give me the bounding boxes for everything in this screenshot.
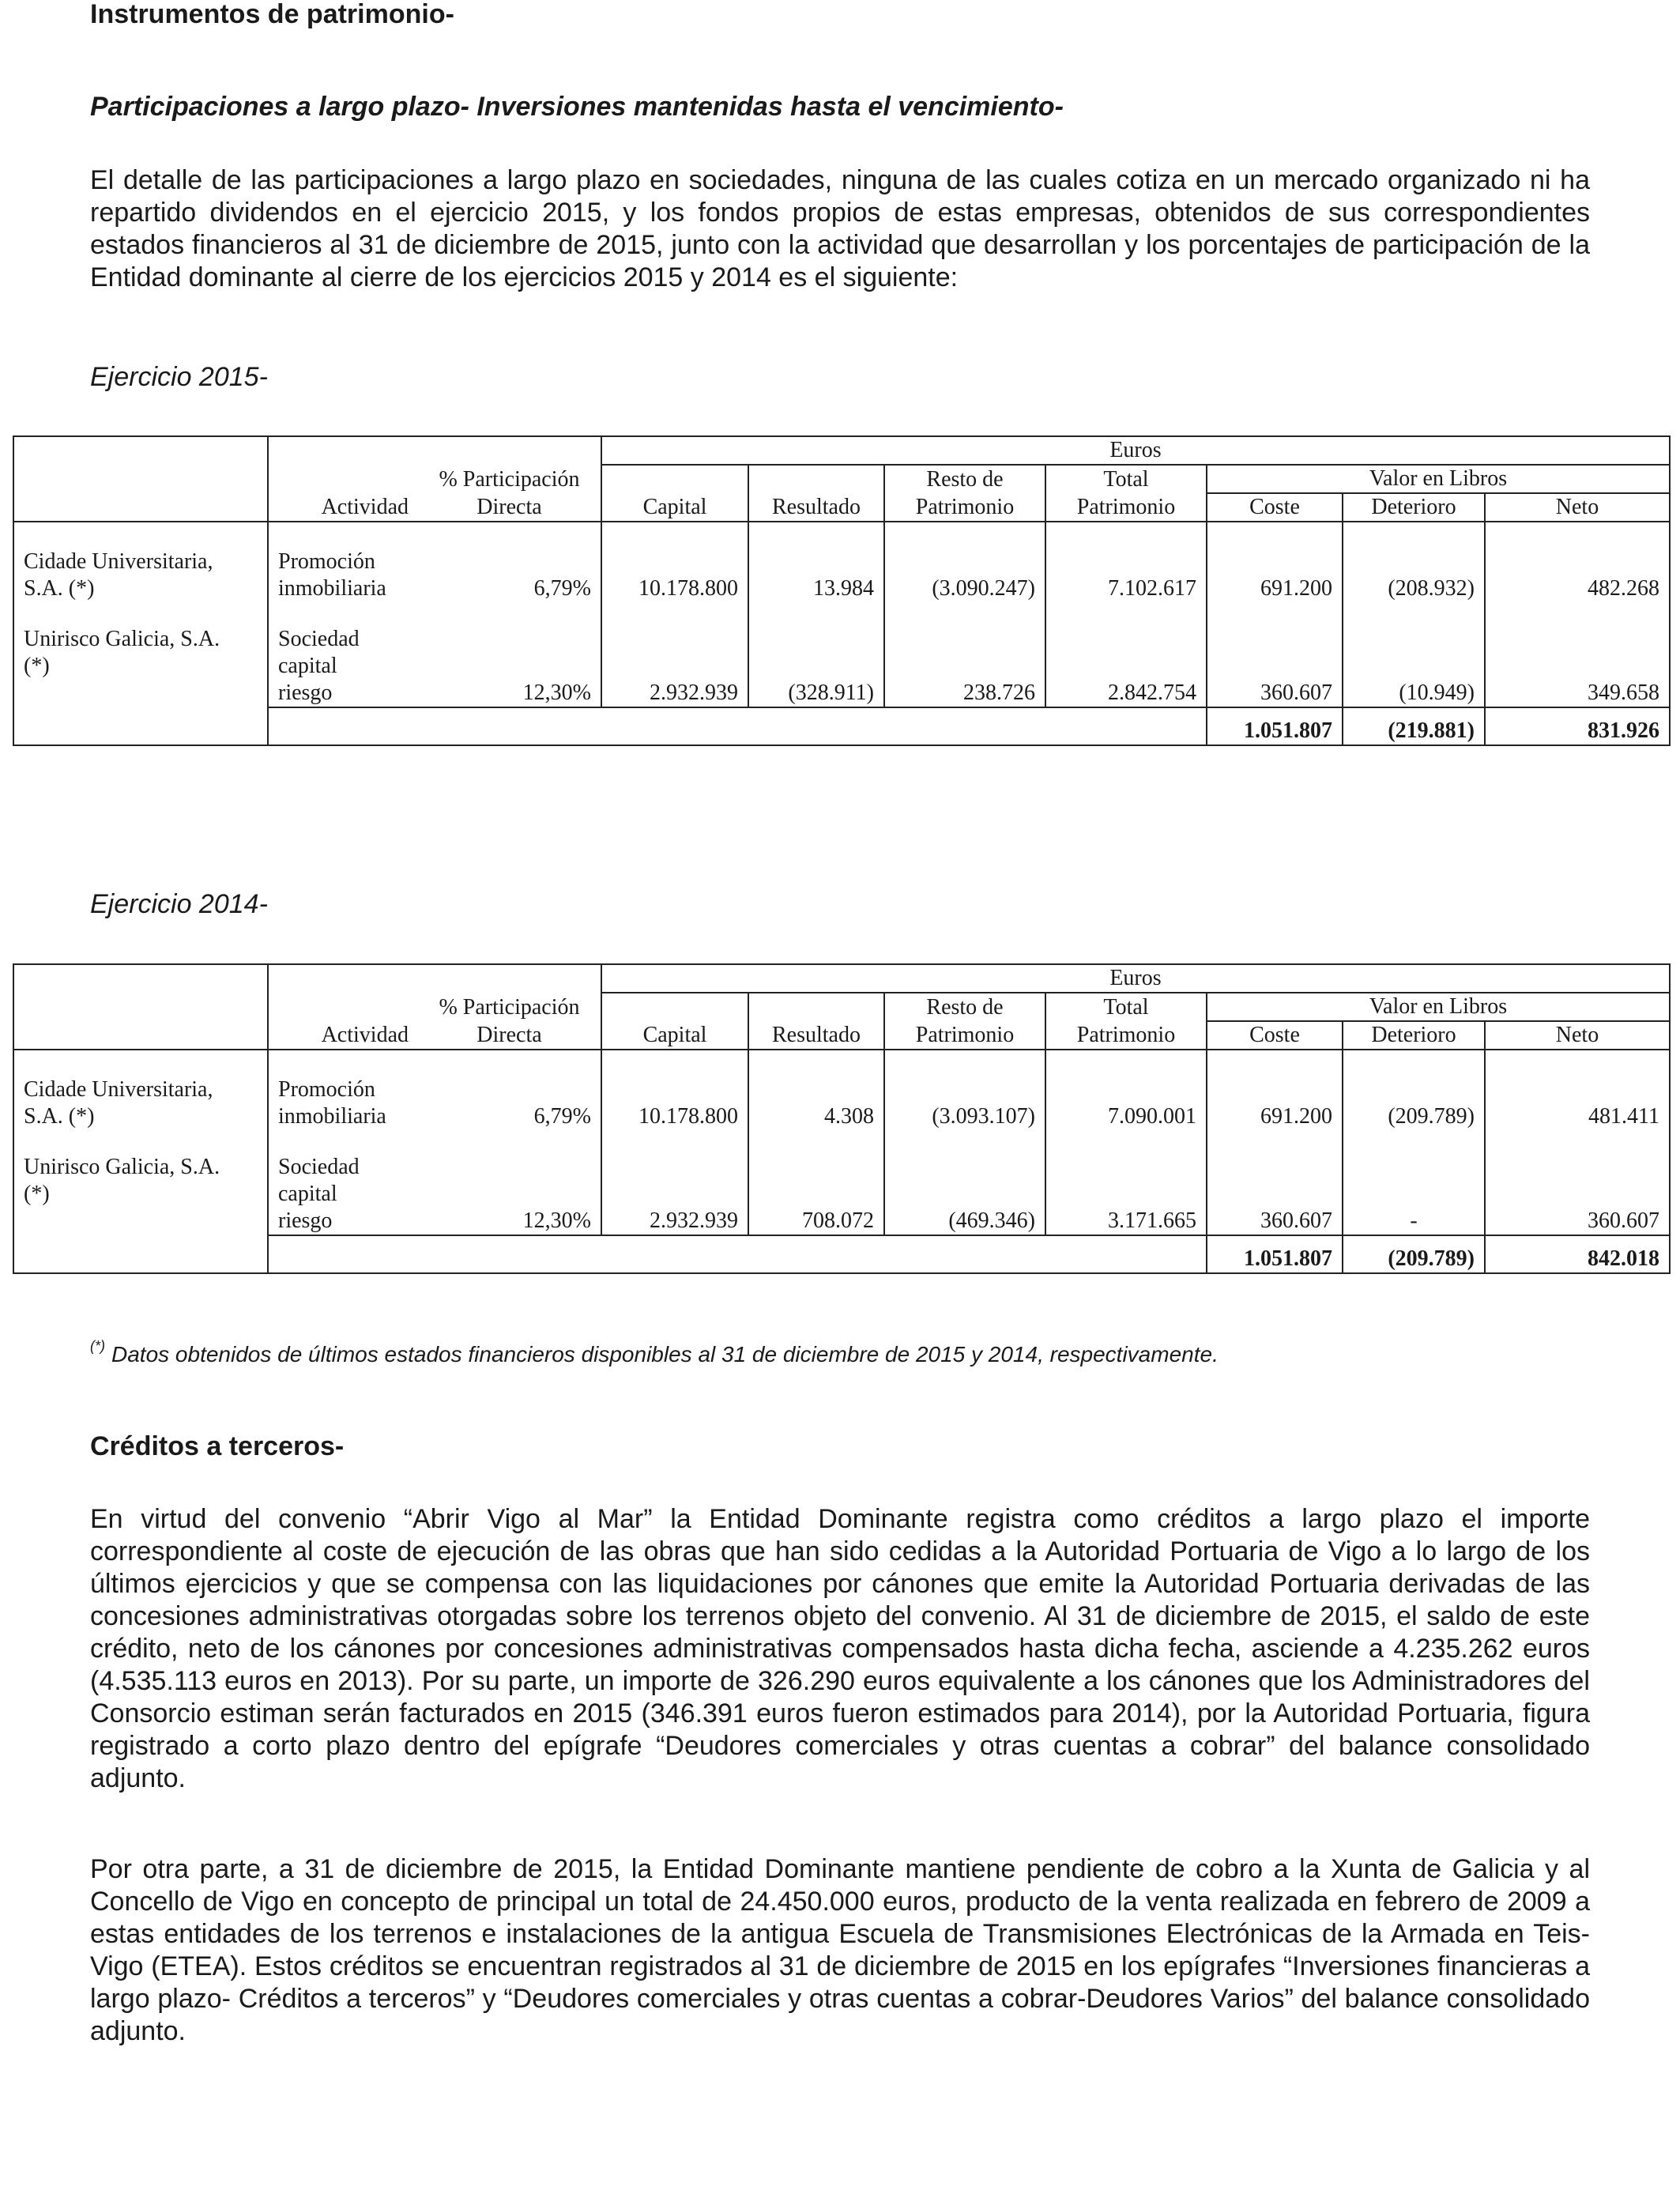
- total-neto: 831.926: [1485, 707, 1670, 745]
- resultado-header: Resultado: [748, 493, 884, 522]
- actividad-header: Actividad: [268, 493, 418, 522]
- euros-header: Euros: [601, 964, 1670, 993]
- footnote: [90, 1338, 1219, 1367]
- creditos-paragraph-1: En virtud del convenio “Abrir Vigo al Mar” la Entidad Dominante registra como créditos a largo plazo el importe correspondiente al coste de ejecución de las obras que han sido cedidas a la Autoridad Portuaria de Vigo a lo largo de los últimos ejercicios y que se compensa con las liquidaciones por cánones que emite la Autoridad Portuaria derivadas de las concesiones administrativas otorgadas sobre los terrenos objeto del convenio. Al 31 de diciembre de 2015, el saldo de este crédito, neto de los cánones por concesiones administrativas compensados hasta dicha fecha, asciende a 4.235.262 euros (4.535.113 euros en 2013). Por su parte, un importe de 326.290 euros equivalente a los cánones que los Administradores del Consorcio estiman serán facturados en 2015 (346.391 euros fueron estimados para 2014), por la Autoridad Portuaria, figura registrado a corto plazo dentro del epígrafe “Deudores comerciales y otras cuentas a cobrar” del balance consolidado adjunto.: [90, 1504, 1590, 1793]
- section-subtitle-participaciones: Participaciones a largo plazo- Inversiones mantenidas hasta el vencimiento-: [90, 92, 1064, 122]
- coste-header: Coste: [1207, 493, 1343, 522]
- table-header-row: [13, 964, 1670, 993]
- totals-row: [13, 707, 1670, 745]
- total-neto: 842.018: [1485, 1235, 1670, 1273]
- participacion-header: % Participación: [439, 467, 580, 492]
- capital-header: Capital: [601, 493, 748, 522]
- participacion-header: % Participación: [439, 995, 580, 1020]
- coste-header: Coste: [1207, 1021, 1343, 1050]
- section-title-instrumentos: Instrumentos de patrimonio-: [90, 0, 454, 29]
- table-row: Cidade Universitaria, S.A. (*) Promoción inmobiliaria 6,79% 10.178.800 4.308 (3.093.107) 7.090.001 691.200 (209.789) 481.411: [13, 1076, 1670, 1130]
- total-header: Total: [1045, 465, 1207, 493]
- intro-paragraph: El detalle de las participaciones a largo plazo en sociedades, ninguna de las cuales cotiza en un mercado organizado ni ha repartido dividendos en el ejercicio 2015, y los fondos propios de estas empresas, obtenidos de sus correspondientes estados financieros al 31 de diciembre de 2015, junto con la actividad que desarrollan y los porcentajes de participación de la Entidad dominante al cierre de los ejercicios 2015 y 2014 es el siguiente:: [90, 165, 1590, 292]
- total-deterioro: (219.881): [1343, 707, 1485, 745]
- deterioro-header: Deterioro: [1343, 493, 1485, 522]
- table-2015: Euros % Participación Resto de Total Valor en Libros Actividad Directa Capital Resultado Patrimonio Patrimonio Coste Deterioro Neto Cidade Universitaria, S.A. (*) Promoción inmobiliaria 6,79% 10.178.800 13.984 (3.090.247) 7.102.617 691.200 (208.932) 482.268 Unirisco Galicia, S.A. (*) Sociedad capital riesgo 12,30% 2.932.939 (328.911) 238.726 2.842.754 360.607 (10.949) 349.658 1.051.807 (219.881) 831.926: [13, 435, 1671, 746]
- valor-libros-header: Valor en Libros: [1207, 993, 1670, 1021]
- total-header: Total: [1045, 993, 1207, 1021]
- valor-libros-header: Valor en Libros: [1207, 465, 1670, 493]
- total-coste: 1.051.807: [1207, 707, 1343, 745]
- total-coste: 1.051.807: [1207, 1235, 1343, 1273]
- totals-row: [13, 1235, 1670, 1273]
- footnote-mark: (*): [90, 1338, 105, 1354]
- creditos-paragraph-2: Por otra parte, a 31 de diciembre de 2015, la Entidad Dominante mantiene pendiente de cobro a la Xunta de Galicia y al Concello de Vigo en concepto de principal un total de 24.450.000 euros, producto de la venta realizada en febrero de 2009 a estas entidades de los terrenos e instalaciones de la antigua Escuela de Transmisiones Electrónicas de la Armada en Teis-Vigo (ETEA). Estos créditos se encuentran registrados al 31 de diciembre de 2015 en los epígrafes “Inversiones financieras a largo plazo- Créditos a terceros” y “Deudores comerciales y otras cuentas a cobrar-Deudores Varios” del balance consolidado adjunto.: [90, 1854, 1590, 2046]
- neto-header: Neto: [1485, 493, 1670, 522]
- heading-ejercicio-2015: Ejercicio 2015-: [90, 362, 268, 392]
- total-deterioro: (209.789): [1343, 1235, 1485, 1273]
- footnote-text: Datos obtenidos de últimos estados financieros disponibles al 31 de diciembre de 2015 y 2014, respectivamente.: [111, 1342, 1219, 1367]
- euros-header: Euros: [601, 436, 1670, 465]
- resto-header: Resto de: [884, 993, 1045, 1021]
- deterioro-header: Deterioro: [1343, 1021, 1485, 1050]
- section-title-creditos: Créditos a terceros-: [90, 1431, 345, 1461]
- table-row: Cidade Universitaria, S.A. (*) Promoción inmobiliaria 6,79% 10.178.800 13.984 (3.090.247) 7.102.617 691.200 (208.932) 482.268: [13, 548, 1670, 602]
- capital-header: Capital: [601, 1021, 748, 1050]
- table-2014: Euros % Participación Resto de Total Valor en Libros Actividad Directa Capital Resultado Patrimonio Patrimonio Coste Deterioro Neto Cidade Universitaria, S.A. (*) Promoción inmobiliaria 6,79% 10.178.800 4.308 (3.093.107) 7.090.001 691.200 (209.789) 481.411 Unirisco Galicia, S.A. (*) Sociedad capital riesgo 12,30% 2.932.939 708.072 (469.346) 3.171.665 360.607 - 360.607 1.051.807 (209.789) 842.018: [13, 963, 1671, 1274]
- neto-header: Neto: [1485, 1021, 1670, 1050]
- resultado-header: Resultado: [748, 1021, 884, 1050]
- heading-ejercicio-2014: Ejercicio 2014-: [90, 889, 268, 919]
- resto-header: Resto de: [884, 465, 1045, 493]
- actividad-header: Actividad: [268, 1021, 418, 1050]
- table-row: Unirisco Galicia, S.A. (*) Sociedad capital riesgo 12,30% 2.932.939 (328.911) 238.726 2.842.754 360.607 (10.949) 349.658: [13, 626, 1670, 707]
- table-row: Unirisco Galicia, S.A. (*) Sociedad capital riesgo 12,30% 2.932.939 708.072 (469.346) 3.171.665 360.607 - 360.607: [13, 1154, 1670, 1235]
- table-header-row: [13, 436, 1670, 465]
